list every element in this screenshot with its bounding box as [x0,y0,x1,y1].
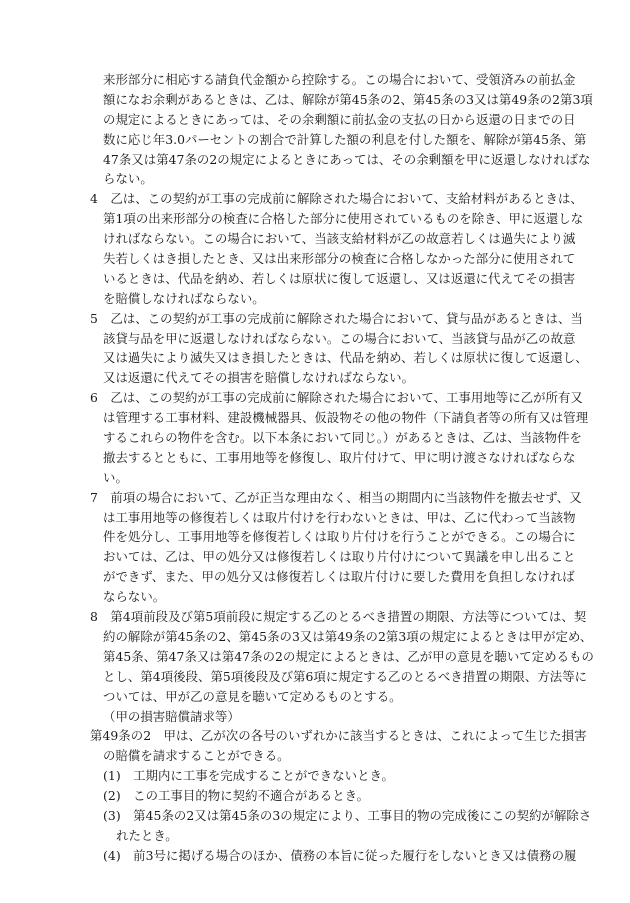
text-line: 又は過失により滅失又はき損したときは、代品を納め、若しくは原状に復して返還し、 [103,350,588,366]
document-body [90,70,594,866]
text-line: 約の解除が第45条の2、第45条の3又は第49条の2第3項の規定によるときは甲が定め、 [103,628,593,644]
text-line: (2) この工事目的物に契約不適合があるとき。 [103,788,370,804]
text-line: とし、第4項後段、第5項後段及び第6項に規定する乙のとるべき措置の期限、方法等に [103,668,588,684]
text-line: (1) 工期内に工事を完成することができないとき。 [103,768,394,784]
text-line: 8 第4項前段及び第5項前段に規定する乙のとるべき措置の期限、方法等については、契 [90,609,587,625]
text-line: 該貸与品を甲に返還しなければならない。この場合において、当該貸与品が乙の故意 [103,330,576,346]
text-line: 第1項の出来形部分の検査に合格した部分に使用されているものを除き、甲に返還しな [103,211,584,227]
text-line: 撤去するとともに、工事用地等を修復し、取片付けて、甲に明け渡さなければならな [103,449,576,465]
text-line: 7 前項の場合において、乙が正当な理由なく、相当の期間内に当該物件を撤去せず、又 [90,489,582,505]
text-line: いるときは、代品を納め、若しくは原状に復して返還し、又は返還に代えてその損害 [103,270,576,286]
text-line: 47条又は第47条の2の規定によるときにあっては、その余剰額を甲に返還しなければな [103,151,591,167]
text-line: は管理する工事材料、建設機械器具、仮設物その他の物件（下請負者等の所有又は管理 [103,410,589,426]
text-line: 件を処分し、工事用地等を修復若しくは取り片付けを行うことができる。この場合に [103,529,576,545]
text-line: 額になお余剰があるときは、乙は、解除が第45条の2、第45条の3又は第49条の2第3項 [103,91,593,107]
text-line: ければならない。この場合において、当該支給材料が乙の故意若しくは過失により滅 [103,231,576,247]
text-line: は工事用地等の修復若しくは取片付けを行わないときは、甲は、乙に代わって当該物 [103,509,576,525]
text-line: 来形部分に相応する請負代金額から控除する。この場合において、受領済みの前払金 [103,72,576,87]
text-line: 4 乙は、この契約が工事の完成前に解除された場合において、支給材料があるときは、 [90,191,583,207]
text-line: するこれらの物件を含む。以下本条において同じ。）があるときは、乙は、当該物件を [103,430,582,446]
text-line: の規定によるときにあっては、その余剰額に前払金の支払の日から返還の日までの日 [103,111,576,127]
text-line: おいては、乙は、甲の処分又は修復若しくは取り片付けについて異議を申し出ること [103,549,576,565]
text-line: （甲の損害賠償請求等） [103,708,240,724]
text-line: い。 [103,469,128,485]
text-line: の賠償を請求することができる。 [103,748,290,764]
text-line: 数に応じ年3.0パーセントの割合で計算した額の利息を付した額を、解除が第45条、第 [103,131,587,147]
text-line: (4) 前3号に掲げる場合のほか、債務の本旨に従った履行をしないとき又は債務の履 [103,847,577,863]
text-line: を賠償しなければならない。 [103,290,265,306]
text-line: 失若しくはき損したとき、又は出来形部分の検査に合格しなかった部分に使用されて [103,251,576,267]
text-line: 第45条、第47条又は第47条の2の規定によるときは、乙が甲の意見を聴いて定めるもの [103,648,594,664]
text-line: 6 乙は、この契約が工事の完成前に解除された場合において、工事用地等に乙が所有又 [90,390,583,406]
text-line: 第49条の2 甲は、乙が次の各号のいずれかに該当するときは、これによって生じた損害 [90,728,587,744]
text-line: らない。 [103,171,153,187]
text-line: (3) 第45条の2又は第45条の3の規定により、工事目的物の完成後にこの契約が解除さ [103,807,592,823]
text-line: れたとき。 [116,827,178,843]
text-line: ついては、甲が乙の意見を聴いて定めるものとする。 [103,688,402,704]
text-line: ならない。 [103,589,166,605]
text-line: ができず、また、甲の処分又は修復若しくは取片付けに要した費用を負担しなければ [103,569,575,585]
text-line: 5 乙は、この契約が工事の完成前に解除された場合において、貸与品があるときは、当 [90,310,583,326]
text-line: 又は返還に代えてその損害を賠償しなければならない。 [103,370,415,386]
